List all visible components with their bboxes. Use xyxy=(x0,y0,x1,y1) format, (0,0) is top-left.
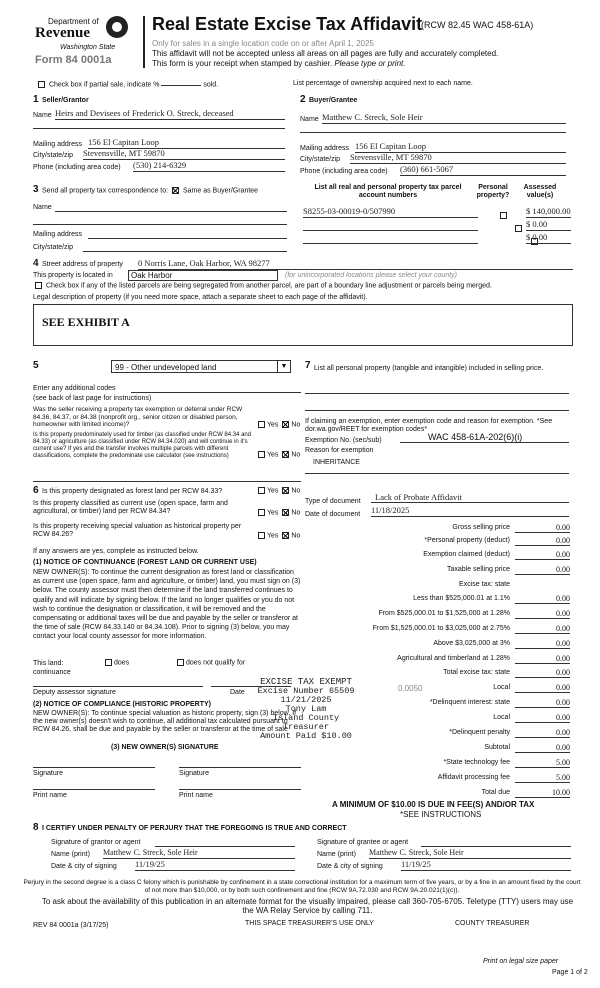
tax-label: Taxable selling price xyxy=(446,566,510,573)
tax-row-taxable xyxy=(300,565,570,578)
tax-value[interactable]: 0.00 xyxy=(515,565,570,575)
exemption-no-label: No xyxy=(291,421,301,429)
section4-number: 4 xyxy=(33,258,39,269)
partial-sale-label: Check box if partial sale, indicate % xyxy=(48,81,160,89)
section2 xyxy=(300,94,568,179)
doc-type-field[interactable]: Lack of Probate Affidavit xyxy=(371,492,569,503)
tax-value[interactable]: 0.00 xyxy=(515,698,570,708)
add-codes-field[interactable] xyxy=(131,392,301,393)
current-use-yes-label: Yes xyxy=(267,509,279,517)
current-use-yesno xyxy=(256,509,300,517)
assessed-value-3[interactable]: $ 0.00 xyxy=(526,232,571,244)
grantee-sig-field[interactable] xyxy=(421,846,571,847)
tax-value[interactable]: 0.00 xyxy=(515,624,570,634)
corr-city-label: City/state/zip xyxy=(33,244,74,251)
partial-sale-row xyxy=(36,81,218,89)
timber-yes-checkbox[interactable] xyxy=(258,451,265,458)
stamp-line5: Island County Treasurer xyxy=(272,713,340,732)
timber-yesno xyxy=(256,451,300,459)
tax-value[interactable]: 10.00 xyxy=(515,788,570,798)
tax-label: Above $3,025,000 at 3% xyxy=(433,640,510,647)
historic-no-label: No xyxy=(291,532,301,540)
historic-yes-label: Yes xyxy=(267,532,279,540)
exempt-text: If claiming an exemption, enter exemption code and reason for exemption. *See dor.wa.gov/REET for exemption codes* xyxy=(305,418,553,433)
does-not-option xyxy=(175,659,245,667)
assessed-col-header: Assessed value(s) xyxy=(523,184,557,199)
grantor-name-label: Name (print) xyxy=(51,851,90,858)
owner-signature-1[interactable] xyxy=(33,767,155,768)
seller-name-line2[interactable] xyxy=(33,127,285,129)
header-sub2: This affidavit will not be accepted unless all areas on all pages are fully and accurately completed. xyxy=(152,49,499,58)
personal-property-text: List all personal property (tangible and intangible) included in selling price. xyxy=(314,365,544,372)
grantee-name-label: Name (print) xyxy=(317,851,356,858)
located-hint: (for unincorporated locations please select your county) xyxy=(285,272,457,279)
section6 xyxy=(33,485,303,805)
tax-value[interactable]: 0.00 xyxy=(515,594,570,604)
reason-line[interactable] xyxy=(305,473,569,474)
tax-row-gross xyxy=(300,523,570,536)
reason-field[interactable]: INHERITANCE xyxy=(313,459,360,466)
exemption-no-checkbox[interactable] xyxy=(282,421,289,428)
grantee-date-label: Date & city of signing xyxy=(317,863,383,870)
legal-desc-text: SEE EXHIBIT A xyxy=(42,315,130,329)
segregated-checkbox[interactable] xyxy=(35,282,42,289)
owner-print-label-1: Print name xyxy=(33,792,67,799)
located-select[interactable]: Oak Harbor xyxy=(128,270,278,281)
tax-row-subtotal xyxy=(300,743,570,756)
grantee-sig-label: Signature of grantee or agent xyxy=(317,839,409,846)
parcel-number-2[interactable] xyxy=(303,219,478,231)
reason-label: Reason for exemption xyxy=(305,447,374,454)
exemption-question: Was the seller receiving a property tax exemption or deferral under RCW 84.36, 84.37, or 84.38 (nonprofit org., senior citizen or disabled person, homeowner with limited income)? xyxy=(33,406,243,428)
street-label: Street address of property xyxy=(42,261,123,268)
owner-signature-label-2: Signature xyxy=(179,770,209,777)
partial-percent-field[interactable] xyxy=(161,85,201,86)
owner-print-label-2: Print name xyxy=(179,792,213,799)
header-sub3a: This form is your receipt when stamped by cashier. xyxy=(152,59,333,68)
tax-value[interactable]: 0.00 xyxy=(515,654,570,664)
seller-phone-label: Phone (including area code) xyxy=(33,164,121,171)
parcel-number-1[interactable]: S8255-03-00019-0/507990 xyxy=(303,206,478,218)
tax-value[interactable]: 0.00 xyxy=(515,609,570,619)
forest-yes-checkbox[interactable] xyxy=(258,487,265,494)
grantor-date-field[interactable]: 11/19/25 xyxy=(135,859,295,871)
legal-size-note: Print on legal size paper xyxy=(483,958,559,965)
section1-title: Seller/Grantor xyxy=(42,97,89,104)
exempt-no-field[interactable]: WAC 458-61A-202(6)(i) xyxy=(400,432,569,443)
does-checkbox[interactable] xyxy=(105,659,112,666)
tax-value[interactable]: 0.00 xyxy=(515,536,570,546)
section1-number: 1 xyxy=(33,94,39,105)
tax-label: Gross selling price xyxy=(452,524,510,531)
excise-stamp xyxy=(250,678,362,741)
tax-value[interactable]: 0.00 xyxy=(515,523,570,533)
stamp-line3: 11/21/2025 xyxy=(280,695,332,705)
deputy-signature-label: Deputy assessor signature xyxy=(33,689,116,696)
section5-number: 5 xyxy=(33,360,39,371)
section8-number: 8 xyxy=(33,822,39,833)
grantor-date-label: Date & city of signing xyxy=(51,863,117,870)
dept-line1: Department of xyxy=(48,17,99,26)
seller-mail-label: Mailing address xyxy=(33,141,83,148)
section3-label xyxy=(42,187,258,195)
owner-signature-label-1: Signature xyxy=(33,770,63,777)
tax-label: Exemption claimed (deduct) xyxy=(423,551,510,558)
same-as-buyer-label: Same as Buyer/Grantee xyxy=(182,187,259,195)
grantee-date-field[interactable]: 11/19/25 xyxy=(401,859,571,871)
perjury-notice: Perjury in the second degree is a class C felony which is punishable by confinement in a state correctional institution for a maximum term of five years, or by a fine in an amount fixed by the court of not more than $10,000, or by both such confinement and fine (RCW 9A.72.030 and RCW 9A.20.021(1)(c)). xyxy=(23,879,581,894)
timber-no-label: No xyxy=(291,451,301,459)
land-use-select[interactable] xyxy=(111,360,291,373)
tax-label: Local xyxy=(493,714,510,721)
tax-value[interactable]: 0.00 xyxy=(515,668,570,678)
stamp-line1: EXCISE TAX EXEMPT xyxy=(260,677,352,687)
tax-label: *State technology fee xyxy=(443,759,510,766)
personal-checkbox-2[interactable] xyxy=(515,225,522,232)
section2-title: Buyer/Grantee xyxy=(309,97,358,104)
tax-value[interactable]: 5.00 xyxy=(515,773,570,783)
exemption-yes-checkbox[interactable] xyxy=(258,421,265,428)
alt-format-notice: To ask about the availability of this publication in an alternate format for the visually impaired, please call 360-705-6705. Teletype (TTY) users may use the WA Relay Service by calling 711. xyxy=(41,897,574,915)
section4 xyxy=(33,258,573,348)
seller-mail-field[interactable]: 156 El Capitan Loop xyxy=(88,137,285,149)
tax-value[interactable]: 0.00 xyxy=(515,550,570,560)
tax-row-processing-fee xyxy=(300,773,570,786)
local-rate: 0.0050 xyxy=(398,684,423,693)
historic-yesno xyxy=(256,532,300,540)
owner-print-1[interactable] xyxy=(33,789,155,790)
section8-title: I CERTIFY UNDER PENALTY OF PERJURY THAT THE FOREGOING IS TRUE AND CORRECT xyxy=(42,825,347,832)
tax-row-personal xyxy=(300,536,570,549)
yes-note: If any answers are yes, complete as instructed below. xyxy=(33,548,199,555)
doc-type-label: Type of document xyxy=(305,498,361,505)
corr-mail-label: Mailing address xyxy=(33,231,83,238)
tax-label: From $1,525,000.01 to $3,025,000 at 2.75% xyxy=(372,625,510,632)
owner-print-2[interactable] xyxy=(179,789,301,790)
grantor-sig-field[interactable] xyxy=(155,846,295,847)
tax-label: From $525,000.01 to $1,525,000 at 1.28% xyxy=(378,610,510,617)
current-use-no-label: No xyxy=(291,509,301,517)
buyer-phone-field[interactable]: (360) 661-5067 xyxy=(400,164,566,176)
parcel-col-header: List all real and personal property tax parcel account numbers xyxy=(314,184,462,199)
tax-label: Total excise tax: state xyxy=(443,669,510,676)
forest-yes-label: Yes xyxy=(267,487,279,495)
exemption-yes-label: Yes xyxy=(267,421,279,429)
parcel-number-3[interactable] xyxy=(303,232,478,244)
tax-label: *Delinquent penalty xyxy=(449,729,510,736)
buyer-name-label: Name xyxy=(300,116,319,123)
partial-sold-label: sold. xyxy=(203,81,219,89)
section1 xyxy=(33,94,288,179)
buyer-mail-label: Mailing address xyxy=(300,145,350,152)
divider-5-6 xyxy=(33,481,301,482)
tax-value[interactable]: 5.00 xyxy=(515,758,570,768)
same-as-buyer-checkbox[interactable] xyxy=(172,187,179,194)
corr-city-field[interactable] xyxy=(83,251,287,252)
doc-date-field[interactable]: 11/18/2025 xyxy=(371,505,569,517)
dept-line2: Revenue xyxy=(35,25,90,41)
see-instructions: *SEE INSTRUCTIONS xyxy=(400,810,482,819)
stamp-line4: Tony Lam xyxy=(285,704,327,714)
street-field[interactable]: 0 Norris Lane, Oak Harbor, WA 98277 xyxy=(138,258,573,270)
seller-city-field[interactable]: Stevensville, MT 59870 xyxy=(83,148,285,160)
buyer-name-line2[interactable] xyxy=(300,131,566,133)
corr-name-field[interactable] xyxy=(55,211,287,212)
stamp-line6: Amount Paid $10.00 xyxy=(260,731,352,741)
notice3-title: (3) NEW OWNER(S) SIGNATURE xyxy=(111,744,219,751)
personal-property-line2[interactable] xyxy=(305,410,569,411)
header-sub3b: Please type or print. xyxy=(334,59,406,68)
tax-value[interactable]: 0.00 xyxy=(515,743,570,753)
grantee-name-field[interactable]: Matthew C. Streck, Sole Heir xyxy=(369,848,571,859)
partial-sale-checkbox[interactable] xyxy=(38,81,45,88)
buyer-name-field[interactable]: Matthew C. Streck, Sole Heir xyxy=(322,112,566,124)
does-option xyxy=(103,659,129,667)
dept-line3: Washington State xyxy=(60,44,116,51)
seller-name-label: Name xyxy=(33,112,52,119)
tax-row-tier2 xyxy=(300,609,570,622)
tax-label: Excise tax: state xyxy=(459,581,510,588)
deputy-signature-field[interactable] xyxy=(33,686,203,687)
notice1-text: NEW OWNER(S): To continue the current designation as forest land or classification as current use (open space, farm and agriculture, or timber) land, you must sign on (3) below. The county assessor must then determine if the land transferred continues to qualify and will indicate by signing below. If the land no longer qualifies or you do not wish to continue the designation or classification, it will be removed and the compensating or additional taxes will be due and payable by the seller or transferor at the time of sale (RCW 84.33.140 or 84.34.108). Prior to signing (3) below, you may contact your local county assessor for more information. xyxy=(33,569,301,641)
notice2-title: (2) NOTICE OF COMPLIANCE (HISTORIC PROPERTY) xyxy=(33,701,211,708)
chevron-down-icon[interactable]: ▼ xyxy=(277,361,290,372)
current-use-no-checkbox[interactable] xyxy=(282,509,289,516)
tax-label: *Personal property (deduct) xyxy=(424,537,510,544)
minimum-due-note: A MINIMUM OF $10.00 IS DUE IN FEE(S) AND/OR TAX xyxy=(332,800,535,809)
assessed-value-1[interactable]: $ 140,000.00 xyxy=(526,206,571,216)
tax-label: Less than $525,000.01 at 1.1% xyxy=(413,595,510,602)
buyer-city-label: City/state/zip xyxy=(300,156,341,163)
tax-row-tech-fee xyxy=(300,758,570,771)
doc-date-label: Date of document xyxy=(305,511,361,518)
form-title: Real Estate Excise Tax Affidavit xyxy=(152,14,423,34)
corr-mail-field[interactable] xyxy=(88,238,287,239)
seller-city-label: City/state/zip xyxy=(33,152,74,159)
section3-number: 3 xyxy=(33,184,39,195)
seller-phone-field[interactable]: (530) 214-6329 xyxy=(133,160,285,172)
forest-yesno xyxy=(256,487,300,495)
treasurer-use-label: THIS SPACE TREASURER'S USE ONLY xyxy=(245,920,374,927)
does-not-label: does not qualify for xyxy=(186,659,246,667)
continuance-label: continuance xyxy=(33,669,71,676)
exemption-yesno xyxy=(256,421,300,429)
dor-swirl-icon xyxy=(106,16,128,38)
ownership-note: List percentage of ownership acquired next to each name. xyxy=(293,80,473,87)
deputy-date-label: Date xyxy=(230,689,245,696)
section7-number: 7 xyxy=(305,360,311,371)
section3-send-label: Send all property tax correspondence to: xyxy=(42,187,169,195)
forest-question: Is this property designated as forest land per RCW 84.33? xyxy=(42,488,223,495)
owner-signature-2[interactable] xyxy=(179,767,301,768)
timber-no-checkbox[interactable] xyxy=(282,451,289,458)
personal-checkbox-1[interactable] xyxy=(500,212,507,219)
corr-name-line2[interactable] xyxy=(33,224,287,225)
forest-no-label: No xyxy=(291,487,301,495)
forest-no-checkbox[interactable] xyxy=(282,487,289,494)
personal-property-line1[interactable] xyxy=(305,393,569,394)
tax-value[interactable]: 0.00 xyxy=(515,639,570,649)
grantor-sig-label: Signature of grantor or agent xyxy=(51,839,141,846)
located-label: This property is located in xyxy=(33,272,113,279)
seller-name-field[interactable]: Heirs and Devisees of Frederick O. Streck, deceased xyxy=(55,108,285,120)
historic-yes-checkbox[interactable] xyxy=(258,532,265,539)
tax-label: Affidavit processing fee xyxy=(437,774,510,781)
timber-yes-label: Yes xyxy=(267,451,279,459)
legal-desc-label: Legal description of property (if you need more space, attach a separate sheet to each page of the affidavit). xyxy=(33,294,368,301)
tax-row-state-header xyxy=(300,580,570,593)
section8 xyxy=(33,822,573,877)
timber-question: Is this property predominately used for timber (as classified under RCW 84.34 and 84.33) or agriculture (as classified under RCW 84.34.020) and will continue in it's current use? If yes and the transfer involves multiple parcels with different classifications, complete the predominate use calculator (see instructions) xyxy=(33,432,252,459)
land-label: This land: xyxy=(33,660,64,667)
legal-desc-field[interactable] xyxy=(33,304,573,346)
current-use-question: Is this property classified as current use (open space, farm and agricultural, or timber) land per RCW 84.34? xyxy=(33,500,228,515)
buyer-mail-field[interactable]: 156 El Capitan Loop xyxy=(355,141,566,153)
revision-number: REV 84 0001a (3/17/25) xyxy=(33,922,109,929)
dor-logo xyxy=(30,14,135,68)
header-sub3 xyxy=(152,59,405,68)
notice1-title: (1) NOTICE OF CONTINUANCE (FOREST LAND OR CURRENT USE) xyxy=(33,559,257,566)
tax-label: Local xyxy=(493,684,510,691)
add-codes-label: Enter any additional codes xyxy=(33,385,116,392)
tax-row-exemption xyxy=(300,550,570,563)
section3 xyxy=(33,184,573,254)
section2-number: 2 xyxy=(300,94,306,105)
tax-value[interactable]: 0.00 xyxy=(515,728,570,738)
header-sub1: Only for sales in a single location code on or after April 1, 2025 xyxy=(152,39,374,48)
tax-row-agri xyxy=(300,654,570,667)
personal-col-header: Personal property? xyxy=(476,184,510,199)
stamp-line2: Excise Number 65509 xyxy=(257,686,355,696)
grantor-name-field[interactable]: Matthew C. Streck, Sole Heir xyxy=(103,848,295,859)
historic-question: Is this property receiving special valuation as historical property per RCW 84.26? xyxy=(33,523,242,538)
does-label: does xyxy=(114,659,130,667)
assessed-value-2[interactable]: $ 0.00 xyxy=(526,219,571,231)
buyer-city-field[interactable]: Stevensville, MT 59870 xyxy=(350,152,566,164)
corr-name-label: Name xyxy=(33,204,52,211)
tax-row-tier3 xyxy=(300,624,570,637)
page-number: Page 1 of 2 xyxy=(552,969,588,976)
tax-label: *Delinquent interest: state xyxy=(429,699,510,706)
form-number: Form 84 0001a xyxy=(35,54,112,66)
section7 xyxy=(305,358,571,518)
see-back-note: (see back of last page for instructions) xyxy=(33,395,152,402)
county-treasurer-label: COUNTY TREASURER xyxy=(455,920,530,927)
exempt-no-label: Exemption No. (sec/sub) xyxy=(305,437,382,444)
tax-label: Total due xyxy=(481,789,510,796)
tax-label: Agricultural and timberland at 1.28% xyxy=(397,655,510,662)
section6-number: 6 xyxy=(33,485,39,496)
current-use-yes-checkbox[interactable] xyxy=(258,509,265,516)
tax-value[interactable]: 0.00 xyxy=(515,713,570,723)
tax-label: Subtotal xyxy=(484,744,510,751)
tax-row-tier1 xyxy=(300,594,570,607)
header-divider xyxy=(143,16,145,68)
segregated-label: Check box if any of the listed parcels are being segregated from another parcel, are part of a boundary line adjustment or parcels being merged. xyxy=(45,282,492,290)
section5 xyxy=(33,358,303,478)
buyer-phone-label: Phone (including area code) xyxy=(300,168,388,175)
historic-no-checkbox[interactable] xyxy=(282,532,289,539)
tax-row-tier4 xyxy=(300,639,570,652)
notice2-text: NEW OWNER(S): To continue special valuation as historic property, sign (3) below. If the new owner(s) doesn't wish to continue, all additional tax calculated pursuant to RCW 84.26, shall be due and payable by the seller or transferor at the time of sale xyxy=(33,710,297,733)
tax-value[interactable]: 0.00 xyxy=(515,683,570,693)
does-not-checkbox[interactable] xyxy=(177,659,184,666)
segregated-row xyxy=(33,282,492,290)
form-title-ref: (RCW 82.45 WAC 458-61A) xyxy=(421,20,534,30)
land-use-value: 99 - Other undeveloped land xyxy=(115,363,217,372)
